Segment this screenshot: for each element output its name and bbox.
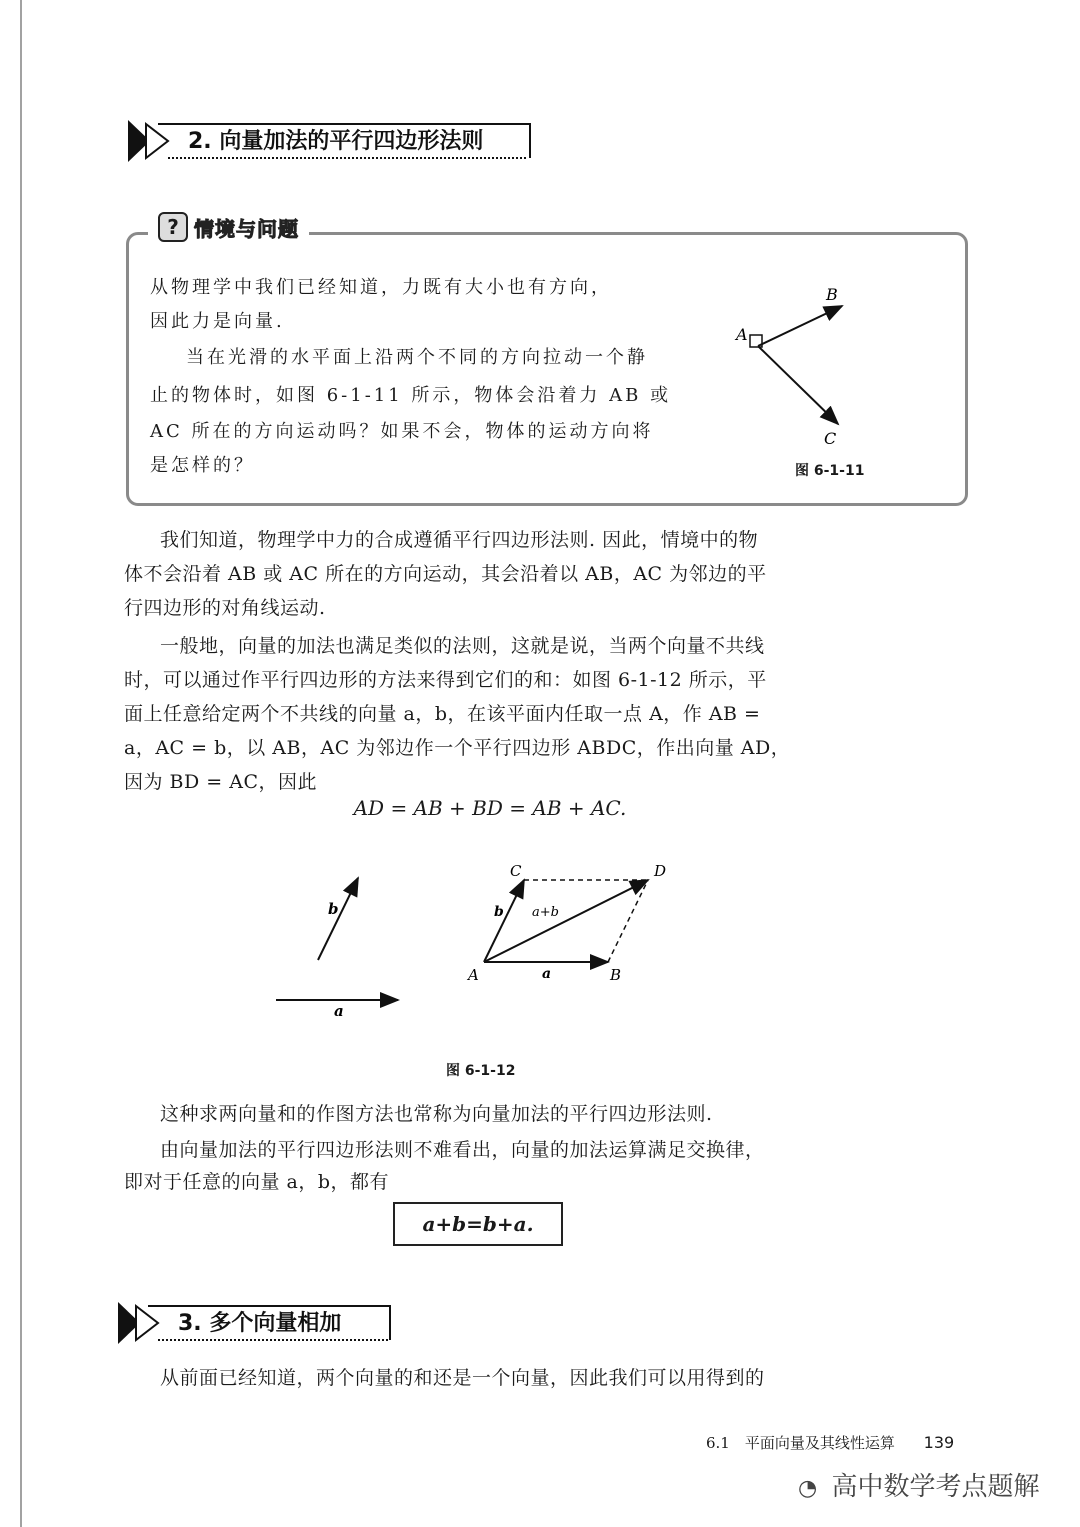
page-footer	[706, 1432, 954, 1453]
main-formula: AD = AB + BD = AB + AC.	[353, 796, 627, 820]
vector-ab	[758, 306, 842, 346]
fig11-label-a: A	[736, 325, 748, 344]
section-heading-3	[118, 1300, 398, 1346]
fig11-label-c: C	[824, 429, 837, 448]
fig12-label-c-point: C	[510, 862, 522, 880]
page-number: 139	[923, 1433, 955, 1452]
watermark-text: 高中数学考点题解	[831, 1472, 1040, 1502]
section-title: 2. 向量加法的平行四边形法则	[188, 129, 484, 154]
figure-6-1-11-caption: 图 6-1-11	[795, 463, 865, 479]
problem-tag-label: 情境与问题	[194, 216, 299, 241]
body1-line-2: 体不会沿着 AB 或 AC 所在的方向运动，其会沿着以 AB，AC 为邻边的平	[124, 563, 767, 585]
problem-line-4: 止的物体时，如图 6-1-11 所示，物体会沿着力 AB 或	[150, 385, 672, 406]
body2-line-1: 一般地，向量的加法也满足类似的法则，这就是说，当两个向量不共线	[160, 635, 765, 657]
fig12-label-b-point: B	[610, 966, 622, 984]
body1-line-1: 我们知道，物理学中力的合成遵循平行四边形法则. 因此，情境中的物	[160, 529, 759, 551]
fig12-label-a-point: A	[468, 966, 479, 984]
problem-line-1: 从物理学中我们已经知道，力既有大小也有方向，	[150, 277, 612, 298]
question-icon: ?	[158, 212, 188, 242]
page-spine-line	[20, 0, 22, 1527]
body2-line-5: 因为 BD = AC，因此	[124, 771, 317, 793]
body3-line-2: 由向量加法的平行四边形法则不难看出，向量的加法运算满足交换律，	[160, 1139, 765, 1161]
watermark	[798, 1466, 1039, 1503]
fig12-label-sum: a+b	[532, 905, 559, 920]
problem-line-2: 因此力是向量.	[150, 311, 285, 332]
section-heading-2	[128, 118, 538, 164]
free-label-a: a	[334, 1002, 344, 1020]
commutative-law-box: a+b=b+a.	[393, 1202, 563, 1246]
wechat-icon: ◔	[798, 1476, 818, 1501]
problem-tag	[148, 210, 309, 244]
vector-ac	[758, 346, 838, 424]
body1-line-3: 行四边形的对角线运动.	[124, 597, 326, 619]
fig12-label-b-vec: b	[494, 904, 504, 920]
free-label-b: b	[328, 900, 339, 918]
problem-line-3: 当在光滑的水平面上沿两个不同的方向拉动一个静	[186, 347, 648, 368]
figure-6-1-11	[720, 278, 880, 458]
body3-line-3: 即对于任意的向量 a，b，都有	[124, 1171, 390, 1193]
body2-line-3: 面上任意给定两个不共线的向量 a，b，在该平面内任取一点 A，作 AB =	[124, 703, 761, 725]
footer-chapter: 6.1 平面向量及其线性运算	[706, 1434, 895, 1452]
body4-line: 从前面已经知道，两个向量的和还是一个向量，因此我们可以用得到的	[160, 1367, 765, 1389]
problem-line-5: AC 所在的方向运动吗？如果不会，物体的运动方向将	[150, 421, 654, 442]
body2-line-2: 时，可以通过作平行四边形的方法来得到它们的和：如图 6-1-12 所示，平	[124, 669, 767, 691]
figure-6-1-12	[262, 850, 732, 1040]
body3-line-1: 这种求两向量和的作图方法也常称为向量加法的平行四边形法则.	[160, 1103, 713, 1125]
fig12-label-d-point: D	[654, 862, 667, 880]
figure-6-1-12-caption: 图 6-1-12	[446, 1063, 516, 1079]
dashed-bd	[608, 880, 648, 962]
vector-ac-12	[484, 880, 524, 962]
vector-ad-12	[484, 880, 648, 962]
section-title: 3. 多个向量相加	[178, 1311, 342, 1336]
fig11-label-b: B	[826, 285, 838, 304]
body2-line-4: a，AC = b，以 AB，AC 为邻边作一个平行四边形 ABDC，作出向量 AD，	[124, 737, 791, 759]
free-vector-b	[318, 878, 358, 960]
problem-line-6: 是怎样的？	[150, 455, 255, 476]
fig12-label-a-vec: a	[542, 966, 552, 982]
